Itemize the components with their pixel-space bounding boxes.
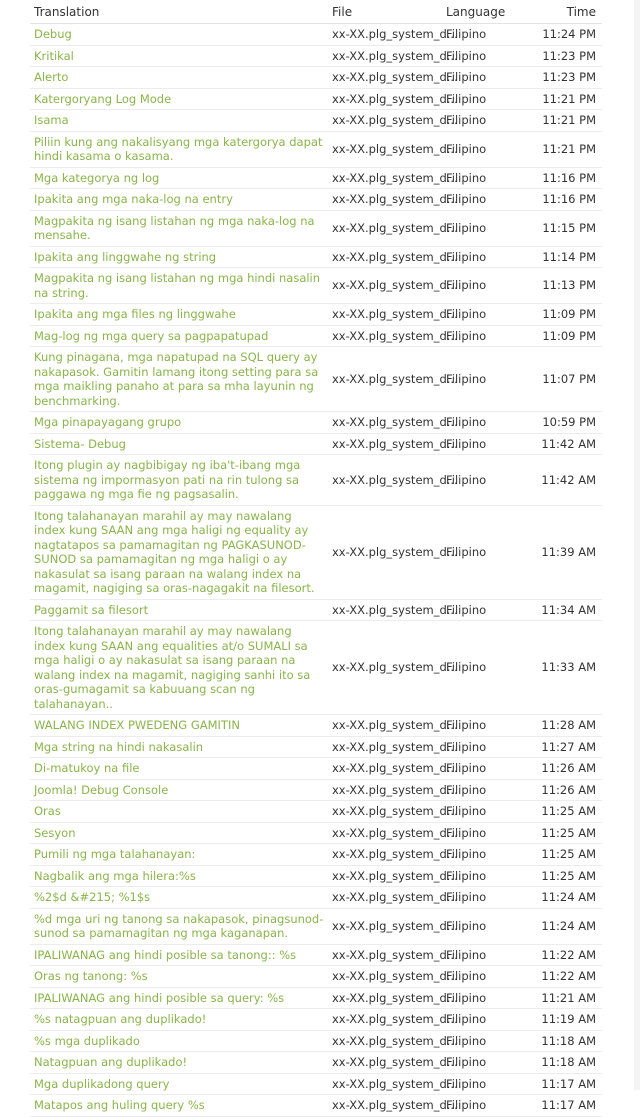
time-cell: 11:22 AM <box>526 966 602 988</box>
file-cell: xx-XX.plg_system_d... <box>328 246 442 268</box>
file-cell: xx-XX.plg_system_d... <box>328 505 442 599</box>
translation-link[interactable]: %d mga uri ng tanong sa nakapasok, pinagsunod-sunod sa pamamagitan ng mga kaganapan. <box>34 911 324 940</box>
file-cell: xx-XX.plg_system_d... <box>328 45 442 67</box>
translation-cell <box>30 304 328 326</box>
language-cell: Filipino <box>442 758 526 780</box>
translation-cell <box>30 908 328 944</box>
table-row <box>30 736 602 758</box>
translation-cell <box>30 801 328 823</box>
table-row <box>30 1095 602 1117</box>
translation-cell <box>30 944 328 966</box>
time-cell: 11:24 AM <box>526 908 602 944</box>
translation-link[interactable]: Di-matukoy na file <box>34 761 140 775</box>
translation-cell <box>30 45 328 67</box>
translation-link[interactable]: IPALIWANAG ang hindi posible sa tanong:: %s <box>34 947 297 962</box>
file-cell: xx-XX.plg_system_d... <box>328 131 442 167</box>
file-cell: xx-XX.plg_system_d... <box>328 966 442 988</box>
time-cell: 11:34 AM <box>526 599 602 621</box>
translation-cell <box>30 779 328 801</box>
translation-link[interactable]: Piliin kung ang nakalisyang mga katergorya dapat hindi kasama o kasama. <box>34 134 323 163</box>
translation-cell <box>30 621 328 715</box>
time-cell: 11:16 PM <box>526 167 602 189</box>
time-cell: 11:28 AM <box>526 715 602 737</box>
file-cell: xx-XX.plg_system_d... <box>328 268 442 304</box>
translation-link[interactable]: Magpakita ng isang listahan ng mga hindi nasalin na string. <box>34 271 321 300</box>
language-cell: Filipino <box>442 268 526 304</box>
language-cell: Filipino <box>442 304 526 326</box>
time-cell: 11:21 PM <box>526 88 602 110</box>
file-cell: xx-XX.plg_system_d... <box>328 1030 442 1052</box>
table-row <box>30 325 602 347</box>
time-cell: 11:18 AM <box>526 1052 602 1074</box>
translation-cell <box>30 1009 328 1031</box>
language-cell: Filipino <box>442 167 526 189</box>
table-row <box>30 412 602 434</box>
table-row <box>30 822 602 844</box>
table-row <box>30 67 602 89</box>
translation-cell <box>30 433 328 455</box>
page-scroll-edge <box>634 0 640 1090</box>
time-cell: 11:25 AM <box>526 801 602 823</box>
table-row <box>30 844 602 866</box>
file-cell: xx-XX.plg_system_d... <box>328 412 442 434</box>
translation-cell <box>30 88 328 110</box>
table-row <box>30 715 602 737</box>
translation-link[interactable]: Magpakita ng isang listahan ng mga naka-log na mensahe. <box>34 213 315 242</box>
language-cell: Filipino <box>442 1030 526 1052</box>
table-row <box>30 887 602 909</box>
time-cell: 11:22 AM <box>526 944 602 966</box>
translation-link[interactable]: Kung pinagana, mga napatupad na SQL query ay nakapasok. Gamitin lamang itong setting para sa mga maikling panaho at para sa mha layunin ng benchmarking. <box>34 350 319 408</box>
translation-link[interactable]: Paggamit sa filesort <box>34 602 149 617</box>
translation-cell <box>30 1095 328 1117</box>
translation-link[interactable]: Matapos ang huling query %s <box>34 1098 205 1112</box>
time-cell: 11:25 AM <box>526 822 602 844</box>
file-cell: xx-XX.plg_system_d... <box>328 67 442 89</box>
translation-link[interactable]: Mga duplikadong query <box>34 1076 170 1091</box>
translation-link[interactable]: Ipakita ang mga files ng linggwahe <box>34 307 236 321</box>
translation-link[interactable]: Oras ng tanong: %s <box>34 969 148 983</box>
table-row <box>30 88 602 110</box>
time-cell: 11:07 PM <box>526 347 602 412</box>
language-cell: Filipino <box>442 887 526 909</box>
table-row <box>30 908 602 944</box>
language-cell: Filipino <box>442 88 526 110</box>
language-cell: Filipino <box>442 24 526 46</box>
translation-link[interactable]: Sesyon <box>34 825 76 840</box>
file-cell: xx-XX.plg_system_d... <box>328 908 442 944</box>
language-cell: Filipino <box>442 599 526 621</box>
table-row <box>30 987 602 1009</box>
table-row <box>30 167 602 189</box>
time-cell: 11:26 AM <box>526 779 602 801</box>
file-cell: xx-XX.plg_system_d... <box>328 1052 442 1074</box>
table-row <box>30 131 602 167</box>
language-cell: Filipino <box>442 736 526 758</box>
time-cell: 11:25 AM <box>526 844 602 866</box>
table-row <box>30 1030 602 1052</box>
translation-link[interactable]: Mga pinapayagang grupo <box>34 415 182 429</box>
language-cell: Filipino <box>442 412 526 434</box>
time-cell: 11:13 PM <box>526 268 602 304</box>
file-cell: xx-XX.plg_system_d... <box>328 433 442 455</box>
language-cell: Filipino <box>442 210 526 246</box>
translation-link[interactable]: Nagbalik ang mga hilera:%s <box>34 868 196 883</box>
language-cell: Filipino <box>442 1095 526 1117</box>
translation-link[interactable]: Natagpuan ang duplikado! <box>34 1055 188 1069</box>
file-cell: xx-XX.plg_system_d... <box>328 715 442 737</box>
time-cell: 11:09 PM <box>526 325 602 347</box>
time-cell: 11:24 AM <box>526 887 602 909</box>
translation-link[interactable]: %2$d &#215; %1$s <box>34 890 151 904</box>
time-cell: 11:18 AM <box>526 1030 602 1052</box>
time-cell: 11:17 AM <box>526 1095 602 1117</box>
translation-cell <box>30 505 328 599</box>
table-row <box>30 210 602 246</box>
language-cell: Filipino <box>442 1009 526 1031</box>
table-row <box>30 966 602 988</box>
file-cell: xx-XX.plg_system_d... <box>328 844 442 866</box>
time-cell: 11:14 PM <box>526 246 602 268</box>
time-cell: 11:15 PM <box>526 210 602 246</box>
language-cell: Filipino <box>442 1073 526 1095</box>
translation-link[interactable]: Itong talahanayan marahil ay may nawalang index kung SAAN ang equalities at/o SUMALI sa mga haligi o ay nakasulat sa isang paraan na walang index na magamit, nagiging sanhi ito sa oras-gumagamit sa kabuuang scan ng talahanayan.. <box>34 624 311 711</box>
translation-link[interactable]: Ipakita ang mga naka-log na entry <box>34 192 233 206</box>
translation-link[interactable]: Pumili ng mga talahanayan: <box>34 847 196 861</box>
translation-cell <box>30 887 328 909</box>
translation-link[interactable]: Itong plugin ay nagbibigay ng iba't-ibang mga sistema ng impormasyon pati na rin tulong sa paggawa ng mga fie ng pagsasalin. <box>34 458 301 501</box>
file-cell: xx-XX.plg_system_d... <box>328 210 442 246</box>
table-row <box>30 1073 602 1095</box>
translation-cell <box>30 1030 328 1052</box>
language-cell: Filipino <box>442 455 526 506</box>
language-cell: Filipino <box>442 844 526 866</box>
table-row <box>30 304 602 326</box>
table-row <box>30 944 602 966</box>
table-row <box>30 347 602 412</box>
file-cell: xx-XX.plg_system_d... <box>328 621 442 715</box>
translation-cell <box>30 736 328 758</box>
file-cell: xx-XX.plg_system_d... <box>328 865 442 887</box>
language-cell: Filipino <box>442 779 526 801</box>
translation-link[interactable]: Sistema- Debug <box>34 436 126 451</box>
table-body <box>30 24 602 1117</box>
language-cell: Filipino <box>442 987 526 1009</box>
language-cell: Filipino <box>442 246 526 268</box>
translation-link[interactable]: %s natagpuan ang duplikado! <box>34 1012 207 1026</box>
file-cell: xx-XX.plg_system_d... <box>328 1073 442 1095</box>
translation-cell <box>30 167 328 189</box>
translation-cell <box>30 412 328 434</box>
table-row <box>30 758 602 780</box>
translation-cell <box>30 822 328 844</box>
time-cell: 11:09 PM <box>526 304 602 326</box>
file-cell: xx-XX.plg_system_d... <box>328 455 442 506</box>
table-row <box>30 433 602 455</box>
translation-cell <box>30 455 328 506</box>
time-cell: 11:23 PM <box>526 45 602 67</box>
column-header-time[interactable]: Time <box>526 0 602 24</box>
time-cell: 11:26 AM <box>526 758 602 780</box>
language-cell: Filipino <box>442 325 526 347</box>
time-cell: 11:16 PM <box>526 189 602 211</box>
file-cell: xx-XX.plg_system_d... <box>328 325 442 347</box>
column-header-file[interactable]: File <box>328 0 442 24</box>
table-row <box>30 45 602 67</box>
language-cell: Filipino <box>442 822 526 844</box>
language-cell: Filipino <box>442 505 526 599</box>
table-row <box>30 246 602 268</box>
language-cell: Filipino <box>442 110 526 132</box>
language-cell: Filipino <box>442 347 526 412</box>
translation-link[interactable]: Isama <box>34 113 69 127</box>
translation-link[interactable]: Joomla! Debug Console <box>34 782 169 797</box>
table-row <box>30 779 602 801</box>
translation-cell <box>30 865 328 887</box>
language-cell: Filipino <box>442 908 526 944</box>
language-cell: Filipino <box>442 67 526 89</box>
file-cell: xx-XX.plg_system_d... <box>328 167 442 189</box>
language-cell: Filipino <box>442 1052 526 1074</box>
table-row <box>30 455 602 506</box>
translation-cell <box>30 844 328 866</box>
translation-link[interactable]: Debug <box>34 27 72 41</box>
translation-link[interactable]: Alerto <box>34 70 69 84</box>
file-cell: xx-XX.plg_system_d... <box>328 822 442 844</box>
translation-cell <box>30 67 328 89</box>
file-cell: xx-XX.plg_system_d... <box>328 110 442 132</box>
table-row <box>30 621 602 715</box>
translation-cell <box>30 110 328 132</box>
translation-cell <box>30 268 328 304</box>
file-cell: xx-XX.plg_system_d... <box>328 24 442 46</box>
time-cell: 11:27 AM <box>526 736 602 758</box>
file-cell: xx-XX.plg_system_d... <box>328 758 442 780</box>
file-cell: xx-XX.plg_system_d... <box>328 189 442 211</box>
time-cell: 11:39 AM <box>526 505 602 599</box>
translation-link[interactable]: Mga string na hindi nakasalin <box>34 739 204 754</box>
header-row <box>30 0 602 24</box>
file-cell: xx-XX.plg_system_d... <box>328 304 442 326</box>
table-row <box>30 599 602 621</box>
table-row <box>30 1052 602 1074</box>
table-header <box>30 0 602 24</box>
translation-cell <box>30 1052 328 1074</box>
translation-cell <box>30 599 328 621</box>
language-cell: Filipino <box>442 621 526 715</box>
time-cell: 11:21 PM <box>526 110 602 132</box>
language-cell: Filipino <box>442 45 526 67</box>
time-cell: 11:21 AM <box>526 987 602 1009</box>
translation-link[interactable]: %s mga duplikado <box>34 1033 140 1048</box>
language-cell: Filipino <box>442 801 526 823</box>
language-cell: Filipino <box>442 189 526 211</box>
translations-table <box>30 0 602 1117</box>
file-cell: xx-XX.plg_system_d... <box>328 801 442 823</box>
translation-cell <box>30 1073 328 1095</box>
time-cell: 11:33 AM <box>526 621 602 715</box>
table-row <box>30 268 602 304</box>
file-cell: xx-XX.plg_system_d... <box>328 347 442 412</box>
language-cell: Filipino <box>442 131 526 167</box>
language-cell: Filipino <box>442 865 526 887</box>
translation-link[interactable]: Oras <box>34 804 61 818</box>
time-cell: 11:21 PM <box>526 131 602 167</box>
file-cell: xx-XX.plg_system_d... <box>328 944 442 966</box>
translation-link[interactable]: Ipakita ang linggwahe ng string <box>34 249 217 264</box>
file-cell: xx-XX.plg_system_d... <box>328 887 442 909</box>
time-cell: 11:25 AM <box>526 865 602 887</box>
translation-cell <box>30 715 328 737</box>
language-cell: Filipino <box>442 944 526 966</box>
translation-link[interactable]: Mag-log ng mga query sa pagpapatupad <box>34 328 269 343</box>
table-row <box>30 865 602 887</box>
translation-cell <box>30 24 328 46</box>
time-cell: 11:24 PM <box>526 24 602 46</box>
table-row <box>30 24 602 46</box>
translation-cell <box>30 246 328 268</box>
language-cell: Filipino <box>442 966 526 988</box>
translation-link[interactable]: WALANG INDEX PWEDENG GAMITIN <box>34 718 240 732</box>
file-cell: xx-XX.plg_system_d... <box>328 599 442 621</box>
column-header-translation[interactable]: Translation <box>30 0 328 24</box>
time-cell: 11:42 AM <box>526 433 602 455</box>
language-cell: Filipino <box>442 433 526 455</box>
table-row <box>30 801 602 823</box>
table-row <box>30 189 602 211</box>
table-row <box>30 1009 602 1031</box>
time-cell: 10:59 PM <box>526 412 602 434</box>
table-row <box>30 505 602 599</box>
column-header-language[interactable]: Language <box>442 0 526 24</box>
translation-cell <box>30 210 328 246</box>
time-cell: 11:23 PM <box>526 67 602 89</box>
file-cell: xx-XX.plg_system_d... <box>328 88 442 110</box>
file-cell: xx-XX.plg_system_d... <box>328 987 442 1009</box>
file-cell: xx-XX.plg_system_d... <box>328 1095 442 1117</box>
time-cell: 11:42 AM <box>526 455 602 506</box>
translation-link[interactable]: Kritikal <box>34 48 74 63</box>
translation-cell <box>30 325 328 347</box>
time-cell: 11:17 AM <box>526 1073 602 1095</box>
translations-table-wrapper <box>30 0 602 1117</box>
translation-cell <box>30 189 328 211</box>
translation-link[interactable]: Itong talahanayan marahil ay may nawalang index kung SAAN ang mga haligi ng equality ay nagtatapos sa pamamagitan ng PAGKASUNOD-SUNOD sa pamamagitan ng mga haligi o ay nakasulat sa isang paraan na walang index na magamit, nagiging sa oras-nagagakit na filesort. <box>34 508 315 595</box>
translation-link[interactable]: Katergoryang Log Mode <box>34 91 172 106</box>
file-cell: xx-XX.plg_system_d... <box>328 1009 442 1031</box>
language-cell: Filipino <box>442 715 526 737</box>
file-cell: xx-XX.plg_system_d... <box>328 779 442 801</box>
translation-cell <box>30 987 328 1009</box>
translation-cell <box>30 131 328 167</box>
translation-cell <box>30 758 328 780</box>
file-cell: xx-XX.plg_system_d... <box>328 736 442 758</box>
translation-cell <box>30 966 328 988</box>
translation-link[interactable]: IPALIWANAG ang hindi posible sa query: %s <box>34 990 285 1005</box>
table-row <box>30 110 602 132</box>
translation-link[interactable]: Mga kategorya ng log <box>34 170 160 185</box>
translation-cell <box>30 347 328 412</box>
time-cell: 11:19 AM <box>526 1009 602 1031</box>
